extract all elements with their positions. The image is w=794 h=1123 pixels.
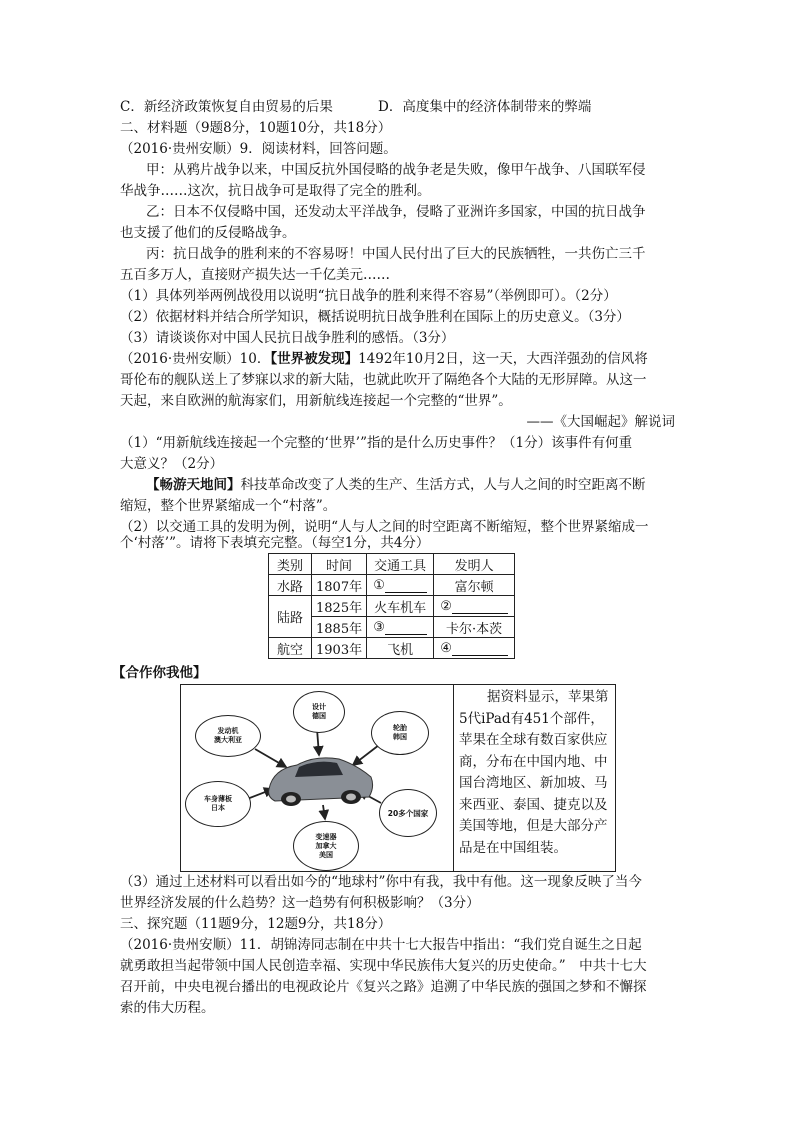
material-yi-line1: 乙：日本不仅侵略中国，还发动太平洋战争，侵略了亚洲许多国家，中国的抗日战争 [146, 204, 646, 220]
material-jia-line1: 甲：从鸦片战争以来，中国反抗外国侵略的战争老是失败，像甲午战争、八国联军侵 [146, 162, 646, 178]
cell-time: 1903年 [312, 638, 367, 659]
question-10-2-line2: 个‘村落’”。请将下表填充完整。（每空1分，共4分） [120, 535, 430, 551]
question-10-2-line1: （2）以交通工具的发明为例，说明“人与人之间的时空距离不断缩短，整个世界紧缩成一 [120, 519, 649, 535]
cell-time: 1825年 [312, 596, 367, 617]
material-bing-line1: 丙：抗日战争的胜利来的不容易呀！中国人民付出了巨大的民族牺牲，一共伤亡三千 [146, 246, 646, 262]
question-9-2: （2）依据材料并结合所学知识，概括说明抗日战争胜利在国际上的历史意义。（3分） [120, 309, 630, 325]
paragraph-tech-line1: 【畅游天地间】科技革命改变了人类的生产、生活方式，人与人之间的时空距离不断 [146, 477, 646, 493]
cell-inventor: 富尔顿 [434, 575, 515, 596]
quote-source: ——《大国崛起》解说词 [526, 414, 675, 430]
heading-travel: 【畅游天地间】 [146, 477, 241, 493]
cell-category: 水路 [269, 575, 312, 596]
node-20-countries: 20多个国家 [379, 789, 437, 837]
heading-world-discovered: 【世界被发现】 [270, 351, 359, 367]
question-10-title: （2016·贵州安顺）10．【世界被发现】1492年10月2日，这一天，大西洋强劲的信风将 [120, 351, 648, 367]
figure-caption-text: 据资料显示，苹果第5代iPad有451个部件，苹果在全球有数百家供应商，分布在中国内地、中国台湾地区、新加坡、马来西亚、泰国、捷克以及美国等地，但是大部分产品是在中国组装。 [459, 689, 609, 856]
node-body-japan: 车身薄板 日本 [185, 781, 251, 827]
question-10-text-line3: 天起，来自欧洲的航海家们，用新航线连接起一个完整的“世界”。 [120, 393, 512, 409]
question-10-3-line2: 世界经济发展的什么趋势？这一趋势有何积极影响？（3分） [120, 895, 480, 911]
cell-time: 1807年 [312, 575, 367, 596]
table-row-air [269, 638, 515, 659]
cell-category: 航空 [269, 638, 312, 659]
cell-tool: 火车机车 [367, 596, 434, 617]
table-row-water [269, 575, 515, 596]
question-10-3-line1: （3）通过上述材料可以看出如今的“地球村”你中有我，我中有他。这一现象反映了当今 [120, 874, 642, 890]
question-9-3: （3）请谈谈你对中国人民抗日战争胜利的感悟。（3分） [120, 330, 455, 346]
header-time: 时间 [312, 554, 367, 575]
question-9-1: （1）具体列举两例战役用以说明“抗日战争的胜利来得不容易”（举例即可）。（2分） [120, 288, 617, 304]
question-10-text-line2: 哥伦布的舰队送上了梦寐以求的新大陆，也就此吹开了隔绝各个大陆的无形屏障。从这一 [120, 372, 647, 388]
cell-time: 1885年 [312, 617, 367, 638]
cell-inventor-blank[interactable]: ④ [434, 638, 515, 659]
option-d: D．高度集中的经济体制带来的弊端 [378, 99, 592, 115]
header-inventor: 发明人 [434, 554, 515, 575]
cell-tool-blank[interactable]: ① [367, 575, 434, 596]
cell-tool: 飞机 [367, 638, 434, 659]
car-parts-diagram [181, 685, 454, 871]
question-11-line3: 召开前，中央电视台播出的电视政论片《复兴之路》追溯了中华民族的强国之梦和不懈探 [120, 979, 647, 995]
question-10-1-line1: （1）“用新航线连接起一个完整的‘世界’”指的是什么历史事件？（1分）该事件有何重 [120, 435, 633, 451]
heading-cooperation: 【合作你我他】 [112, 665, 207, 681]
cell-inventor: 卡尔·本茨 [434, 617, 515, 638]
node-transmission: 变速器 加拿大 美国 [293, 821, 359, 871]
section-heading-inquiry: 三、探究题（11题9分，12题9分，共18分） [120, 916, 392, 932]
cell-tool-blank[interactable]: ③ [367, 617, 434, 638]
question-11-line2: 就勇敢担当起带领中国人民创造幸福、实现中华民族伟大复兴的历史使命。” 中共十七大 [120, 958, 647, 974]
node-design-germany: 设计 德国 [293, 691, 345, 733]
paragraph-tech-line2: 缩短，整个世界紧缩成一个“村落”。 [120, 498, 337, 514]
material-yi-line2: 也支援了他们的反侵略战争。 [120, 225, 296, 241]
table-row-land-1 [269, 596, 515, 617]
question-11-line1: （2016·贵州安顺）11．胡锦涛同志制在中共十七大报告中指出：“我们党自诞生之日起 [120, 937, 642, 953]
header-category: 类别 [269, 554, 312, 575]
transport-table [268, 553, 515, 659]
cell-inventor-blank[interactable]: ② [434, 596, 515, 617]
node-tire-korea: 轮胎 韩国 [371, 711, 429, 755]
question-9-title: （2016·贵州安顺）9．阅读材料，回答问题。 [120, 141, 397, 157]
cell-category: 陆路 [269, 596, 312, 638]
node-engine-australia: 发动机 澳大利亚 [195, 715, 261, 757]
option-c: C．新经济政策恢复自由贸易的后果 [120, 99, 333, 115]
header-tool: 交通工具 [367, 554, 434, 575]
table-header-row [269, 554, 515, 575]
material-jia-line2: 华战争……这次，抗日战争可是取得了完全的胜利。 [120, 183, 431, 199]
material-bing-line2: 五百多万人，直接财产损失达一千亿美元…… [120, 267, 390, 283]
section-heading-material: 二、材料题（9题8分，10题10分，共18分） [120, 120, 392, 136]
globalization-figure [180, 684, 616, 872]
question-11-line4: 索的伟大历程。 [120, 1000, 215, 1016]
question-10-1-line2: 大意义？（2分） [120, 456, 224, 472]
